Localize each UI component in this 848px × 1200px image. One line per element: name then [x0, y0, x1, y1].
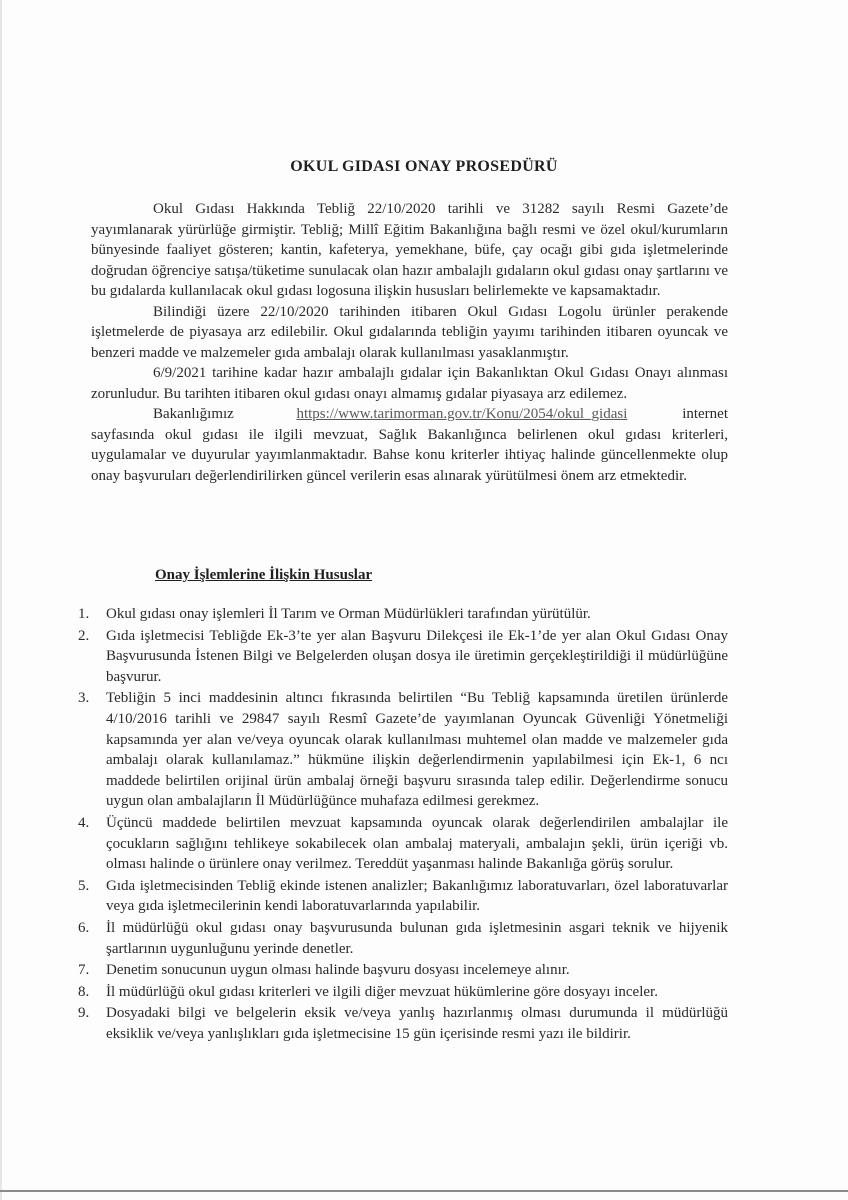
paragraph-4: [91, 404, 728, 486]
paragraph-2: Bilindiği üzere 22/10/2020 tarihinden itibaren Okul Gıdası Logolu ürünler perakende işletmelerde de piyasaya arz edilebilir. Okul gıdalarında tebliğin yayımı tarihinden itibaren oyuncak ve benzeri madde ve malzemeler gıda ambalajı olarak kullanılması yasaklanmıştır.: [91, 303, 728, 361]
paragraph-4-lead: Bakanlığımız: [153, 406, 234, 422]
list-item: [78, 982, 728, 1003]
list-item-number: 3.: [78, 690, 90, 707]
list-item: [78, 604, 728, 625]
list-item: [78, 876, 728, 917]
list-item-text: Denetim sonucunun uygun olması halinde başvuru dosyası incelemeye alınır.: [106, 962, 570, 979]
list-item-text: İl müdürlüğü okul gıdası kriterleri ve ilgili diğer mevzuat hükümlerine göre dosyayı inceler.: [106, 983, 658, 1000]
list-item-text: Gıda işletmecisi Tebliğde Ek-3’te yer alan Başvuru Dilekçesi ile Ek-1’de yer alan Okul Gıdası Onay Başvurusunda İstenen Bilgi ve Belgelerden oluşan dosya ile üretimin gerçekleştirildiği il müdürlüğüne başvurur.: [106, 627, 728, 685]
list-item: [78, 813, 728, 875]
list-item-number: 9.: [78, 1005, 90, 1022]
list-item-number: 4.: [78, 814, 90, 831]
list-item-text: Gıda işletmecisinden Tebliğ ekinde istenen analizler; Bakanlığımız laboratuvarları, özel laboratuvarlar veya gıda işletmecilerinin kendi laboratuvarlarında yapılabilir.: [106, 877, 728, 915]
list-item-number: 1.: [78, 606, 90, 622]
intro-body: [91, 199, 728, 486]
list-item: [78, 626, 728, 688]
paragraph-1: Okul Gıdası Hakkında Tebliğ 22/10/2020 tarihli ve 31282 sayılı Resmi Gazete’de yayımlanarak yürürlüğe girmiştir. Tebliğ; Millî Eğitim Bakanlığına bağlı resmi ve özel okul/kurumların bünyesinde faaliyet gösteren; kantin, kafeterya, yemekhane, büfe, çay ocağı gibi gıda işletmelerinde doğrudan öğrenciye satışa/tüketime sunulacak olan hazır ambalajlı gıdaların okul gıdası onay şartlarını ve bu gıdalarda kullanılacak okul gıdası logosuna ilişkin hususları belirlemekte ve kapsamaktadır.: [91, 201, 728, 299]
section-heading: Onay İşlemlerine İlişkin Hususlar: [155, 567, 373, 583]
scan-edge: [0, 0, 2, 1200]
list-item-text: Okul gıdası onay işlemleri İl Tarım ve Orman Müdürlükleri tarafından yürütülür.: [106, 606, 591, 622]
list-item-number: 8.: [78, 983, 90, 1000]
paragraph-4-rest: internet sayfasında okul gıdası ile ilgili mevzuat, Sağlık Bakanlığınca belirlenen okul gıdası kriterleri, uygulamalar ve duyurular yayımlanmaktadır. Bahse konu kriterler ihtiyaç halinde güncellenmekte olup onay başvuruları değerlendirilirken güncel verilerin esas alınarak yürütülmesi önem arz etmektedir.: [91, 406, 729, 484]
list-item-number: 7.: [78, 962, 90, 979]
list-item: [78, 1003, 728, 1044]
list-item-text: Üçüncü maddede belirtilen mevzuat kapsamında oyuncak olarak değerlendirilen ambalajlar ile çocukların sağlığını tehlikeye sokabilecek olan ambalaj materyali, ambalajın şekli, ürün içeriği vb. olması halinde o ürünlere onay verilmez. Tereddüt yaşanması halinde Bakanlığa görüş sorulur.: [106, 814, 728, 873]
list-item-text: İl müdürlüğü okul gıdası onay başvurusunda bulunan gıda işletmesinin asgari teknik ve hijyenik şartlarının uygunluğunu yerinde denetler.: [106, 919, 728, 957]
list-item-text: Tebliğin 5 inci maddesinin altıncı fıkrasında belirtilen “Bu Tebliğ kapsamında üretilen ürünlerde 4/10/2016 tarihli ve 29847 sayılı Resmî Gazete’de yayımlanan Oyuncak Güvenliği Yönetmeliği kapsamında yer alan ve/veya oyuncak olarak kullanılması muhtemel olan madde ve malzemeler gıda ambalajı olarak kullanılamaz.” hükmüne ilişkin değerlendirmenin yapılabilmesi için Ek-1, 6 ncı maddede belirtilen orijinal ürün ambalaj örneği başvuru sırasında talep edilir. Değerlendirme sonucu uygun olan ambalajların İl Müdürlüğünce muhafaza edilmesi gerekmez.: [106, 690, 728, 810]
ministry-url-link[interactable]: https://www.tarimorman.gov.tr/Konu/2054/okul_gidasi: [296, 406, 628, 422]
list-item-number: 2.: [78, 627, 90, 644]
list-item-text: Dosyadaki bilgi ve belgelerin eksik ve/veya yanlış hazırlanmış olması durumunda il müdürlüğü eksiklik ve/veya yanlışlıkları gıda işletmecisine 15 gün içerisinde resmi yazı ile bildirir.: [106, 1005, 728, 1042]
document-title: OKUL GIDASI ONAY PROSEDÜRÜ: [290, 158, 558, 175]
list-item-number: 6.: [78, 919, 90, 936]
list-item: [78, 688, 728, 812]
procedure-list: [78, 604, 728, 1045]
scan-bottom-edge: [0, 1190, 848, 1192]
list-item: [78, 960, 728, 981]
list-item: [78, 918, 728, 959]
list-item-number: 5.: [78, 877, 90, 894]
paragraph-3: 6/9/2021 tarihine kadar hazır ambalajlı gıdalar için Bakanlıktan Okul Gıdası Onayı alınması zorunludur. Bu tarihten itibaren okul gıdası onayı almamış gıdalar piyasaya arz edilemez.: [91, 365, 728, 402]
